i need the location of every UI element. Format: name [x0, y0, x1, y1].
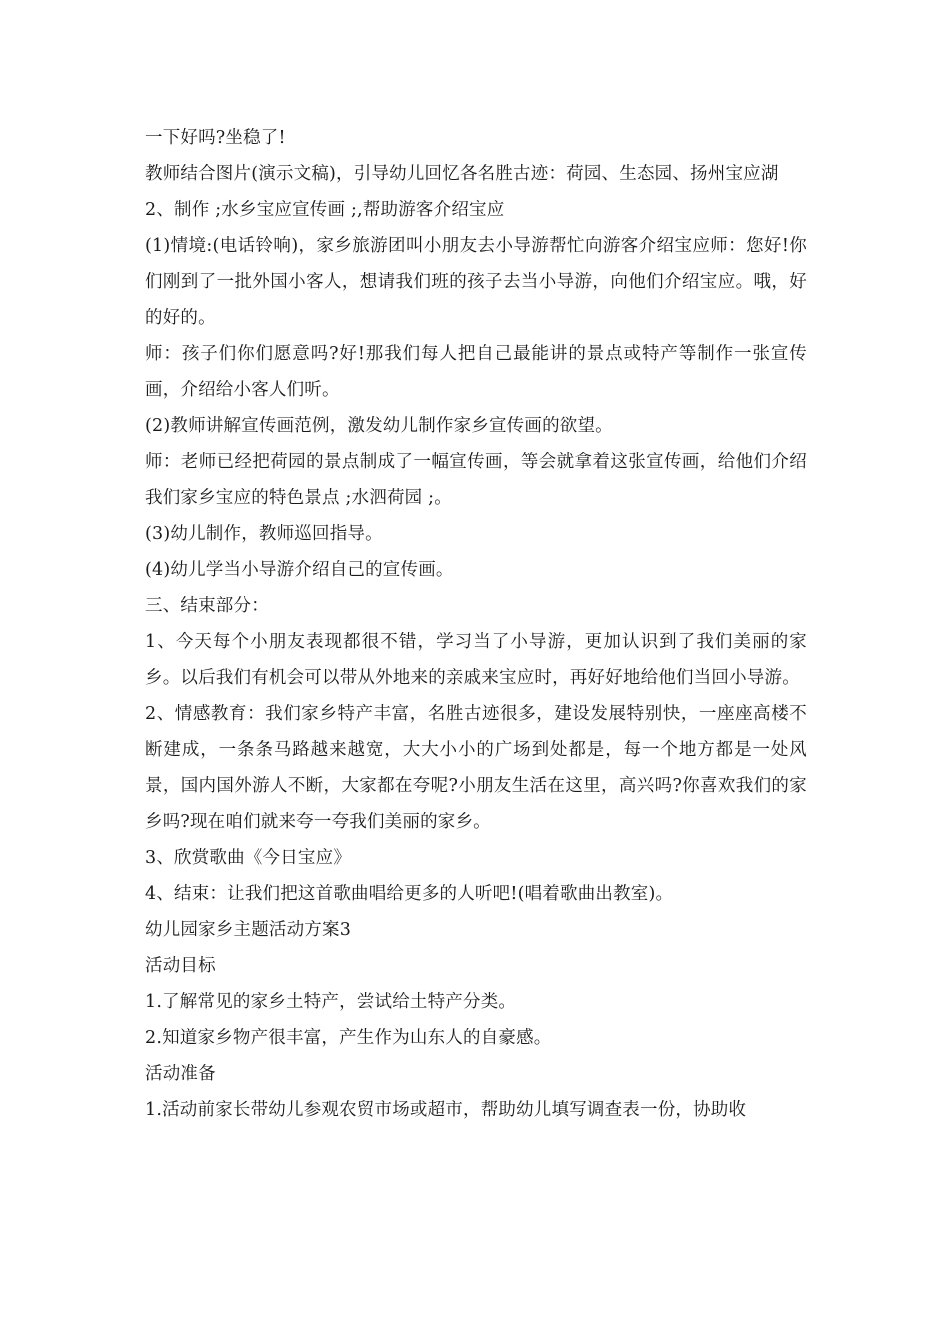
section-heading: 2、制作 ;水乡宝应宣传画 ;,帮助游客介绍宝应: [145, 200, 505, 220]
paragraph: 2、情感教育：我们家乡特产丰富，名胜古迹很多，建设发展特别快，一座座高楼不断建成，一条条马路越来越宽，大大小小的广场到处都是，每一个地方都是一处风景，国内国外游人不断，大家都在夸呢?小朋友生活在这里，高兴吗?你喜欢我们的家乡吗?现在咱们就来夸一夸我们美丽的家乡。: [145, 704, 807, 832]
document-body: [145, 120, 807, 1128]
paragraph: 3、欣赏歌曲《今日宝应》: [145, 848, 352, 868]
section-heading: 活动目标: [145, 956, 216, 976]
paragraph: 师：老师已经把荷园的景点制成了一幅宣传画，等会就拿着这张宣传画，给他们介绍我们家乡宝应的特色景点 ;水泗荷园 ;。: [145, 452, 807, 508]
section-heading: 活动准备: [145, 1064, 216, 1084]
list-item: 1.活动前家长带幼儿参观农贸市场或超市，帮助幼儿填写调查表一份，协助收: [145, 1100, 747, 1120]
list-item: 2.知道家乡物产很丰富，产生作为山东人的自豪感。: [145, 1028, 552, 1048]
paragraph: (4)幼儿学当小导游介绍自己的宣传画。: [145, 560, 454, 580]
document-subtitle: 幼儿园家乡主题活动方案3: [145, 920, 352, 940]
paragraph: (3)幼儿制作，教师巡回指导。: [145, 524, 383, 544]
paragraph: (1)情境:(电话铃响)，家乡旅游团叫小朋友去小导游帮忙向游客介绍宝应师：您好!你们刚到了一批外国小客人，想请我们班的孩子去当小导游，向他们介绍宝应。哦，好的好的。: [145, 236, 807, 328]
paragraph: 1、今天每个小朋友表现都很不错，学习当了小导游，更加认识到了我们美丽的家乡。以后我们有机会可以带从外地来的亲戚来宝应时，再好好地给他们当回小导游。: [145, 632, 807, 688]
paragraph: (2)教师讲解宣传画范例，激发幼儿制作家乡宣传画的欲望。: [145, 416, 613, 436]
paragraph: 一下好吗?坐稳了!: [145, 128, 286, 148]
paragraph: 教师结合图片(演示文稿)，引导幼儿回忆各名胜古迹：荷园、生态园、扬州宝应湖: [145, 164, 779, 184]
paragraph: 4、结束：让我们把这首歌曲唱给更多的人听吧!(唱着歌曲出教室)。: [145, 884, 674, 904]
section-heading: 三、结束部分：: [145, 596, 269, 616]
list-item: 1.了解常见的家乡土特产，尝试给土特产分类。: [145, 992, 517, 1012]
paragraph: 师：孩子们你们愿意吗?好!那我们每人把自己最能讲的景点或特产等制作一张宣传画，介绍给小客人们听。: [145, 344, 807, 400]
